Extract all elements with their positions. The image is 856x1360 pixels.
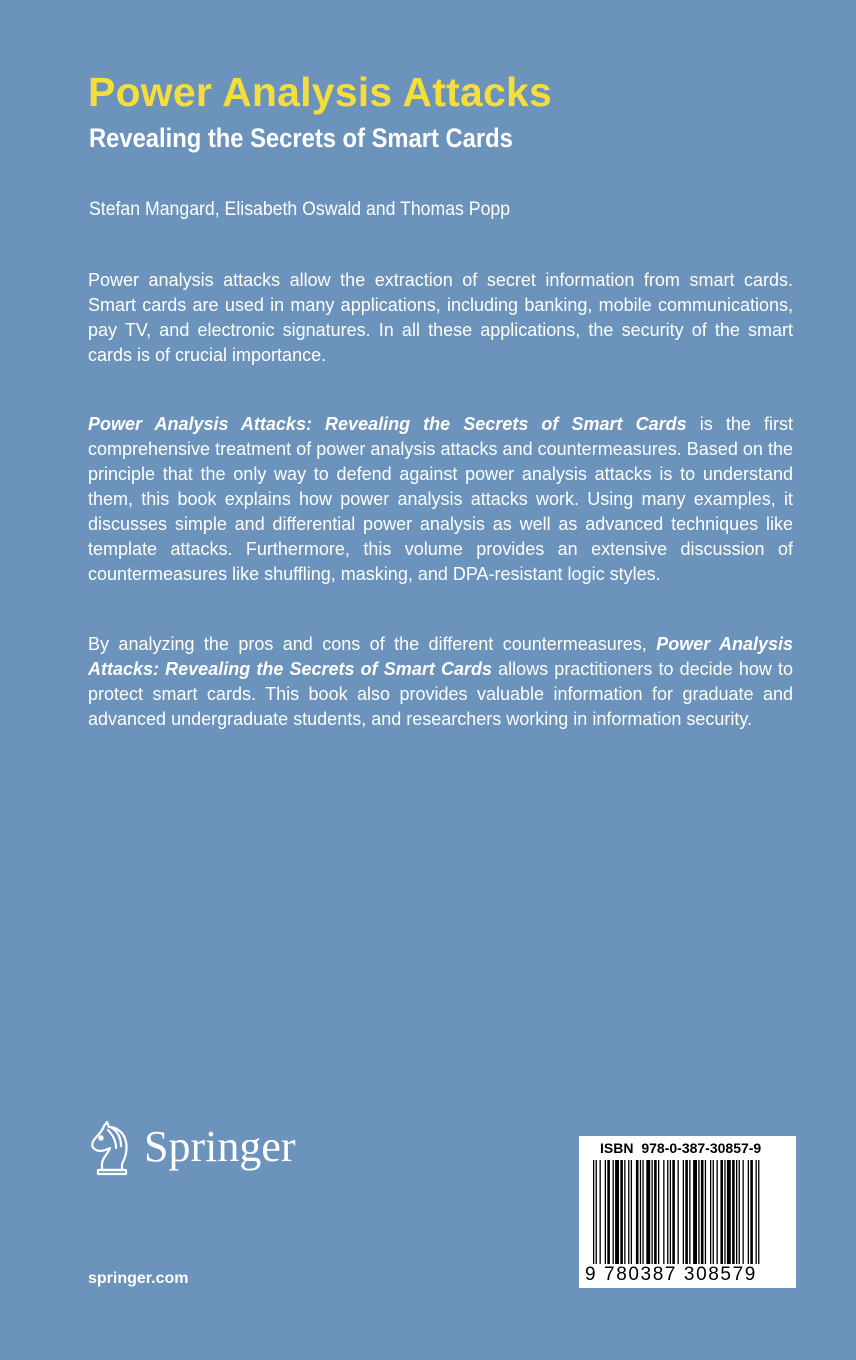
barcode-bar xyxy=(713,1160,714,1264)
barcode-bar xyxy=(613,1160,614,1264)
chess-knight-icon xyxy=(86,1118,138,1176)
barcode-bar xyxy=(717,1160,718,1264)
barcode-bar xyxy=(732,1160,735,1264)
barcode-bar xyxy=(628,1160,629,1264)
isbn-barcode xyxy=(579,1136,796,1288)
barcode-bar xyxy=(758,1160,759,1264)
barcode-bars xyxy=(593,1160,783,1264)
barcode-bar xyxy=(698,1160,699,1264)
paragraph-text: is the first comprehensive treatment of power analysis attacks and countermeasures. Based on the principle that the only way to defend against power analysis attacks is to understand them, this book explains how power analysis attacks work. Using many examples, it discusses simple and differential power analysis as well as advanced techniques like template attacks. Furthermore, this volume provides an extensive discussion of countermeasures like shuffling, masking, and DPA-resistant logic styles. xyxy=(88,414,793,584)
barcode-bar xyxy=(756,1160,757,1264)
barcode-bar xyxy=(693,1160,697,1264)
barcode-bar xyxy=(663,1160,664,1264)
paragraph-text: allows practitioners to decide how to protect smart cards. This book also provides valuable information for graduate and advanced undergraduate students, and researchers working in information security. xyxy=(88,659,793,729)
book-title-inline: Power Analysis Attacks: Revealing the Secrets of Smart Cards xyxy=(88,414,687,434)
barcode-bar xyxy=(689,1160,690,1264)
barcode-bar xyxy=(646,1160,650,1264)
barcode-bar xyxy=(683,1160,684,1264)
barcode-bar xyxy=(642,1160,643,1264)
barcode-bar xyxy=(724,1160,725,1264)
barcode-bar xyxy=(652,1160,653,1264)
barcode-bar xyxy=(736,1160,737,1264)
authors: Stefan Mangard, Elisabeth Oswald and Thomas Popp xyxy=(89,199,511,220)
barcode-bar xyxy=(607,1160,610,1264)
blurb-paragraph-2 xyxy=(88,412,793,587)
barcode-bar xyxy=(593,1160,594,1264)
barcode-bar xyxy=(596,1160,597,1264)
barcode-bar xyxy=(743,1160,744,1264)
barcode-bar xyxy=(600,1160,601,1264)
publisher-name: Springer xyxy=(144,1122,296,1171)
paragraph-text: By analyzing the pros and cons of the different countermeasures, xyxy=(88,634,657,654)
barcode-bar xyxy=(727,1160,731,1264)
barcode-bar xyxy=(624,1160,625,1264)
barcode-bar xyxy=(701,1160,704,1264)
publisher-url: springer.com xyxy=(88,1270,189,1287)
barcode-bar xyxy=(620,1160,623,1264)
publisher-logo xyxy=(86,1118,296,1176)
barcode-bar xyxy=(670,1160,671,1264)
barcode-bar xyxy=(631,1160,632,1264)
barcode-bar xyxy=(658,1160,659,1264)
blurb-paragraph-3 xyxy=(88,632,793,732)
barcode-bar xyxy=(678,1160,679,1264)
barcode-bar xyxy=(750,1160,753,1264)
barcode-bar xyxy=(636,1160,639,1264)
isbn-line xyxy=(600,1140,761,1156)
barcode-bar xyxy=(615,1160,619,1264)
barcode-bar xyxy=(667,1160,668,1264)
barcode-bar xyxy=(710,1160,711,1264)
barcode-bar xyxy=(685,1160,688,1264)
barcode-bar xyxy=(720,1160,723,1264)
barcode-bar xyxy=(654,1160,657,1264)
book-title: Power Analysis Attacks xyxy=(88,69,552,115)
barcode-bar xyxy=(748,1160,749,1264)
barcode-digits: 9 780387 308579 xyxy=(585,1264,757,1285)
barcode-bar xyxy=(640,1160,641,1264)
blurb-paragraph-1: Power analysis attacks allow the extraction of secret information from smart cards. Smart cards are used in many applications, including banking, mobile communications, pay TV, and electronic signatures. In all these applications, the security of the smart cards is of crucial importance. xyxy=(88,270,793,365)
barcode-bar xyxy=(672,1160,675,1264)
book-title-inline: Power Analysis Attacks: Revealing the Secrets of Smart Cards xyxy=(88,634,793,679)
book-subtitle: Revealing the Secrets of Smart Cards xyxy=(89,123,513,153)
isbn-number: 978-0-387-30857-9 xyxy=(641,1140,762,1156)
barcode-bar xyxy=(705,1160,706,1264)
isbn-label: ISBN xyxy=(600,1140,634,1156)
barcode-bar xyxy=(605,1160,606,1264)
barcode-bar xyxy=(739,1160,740,1264)
